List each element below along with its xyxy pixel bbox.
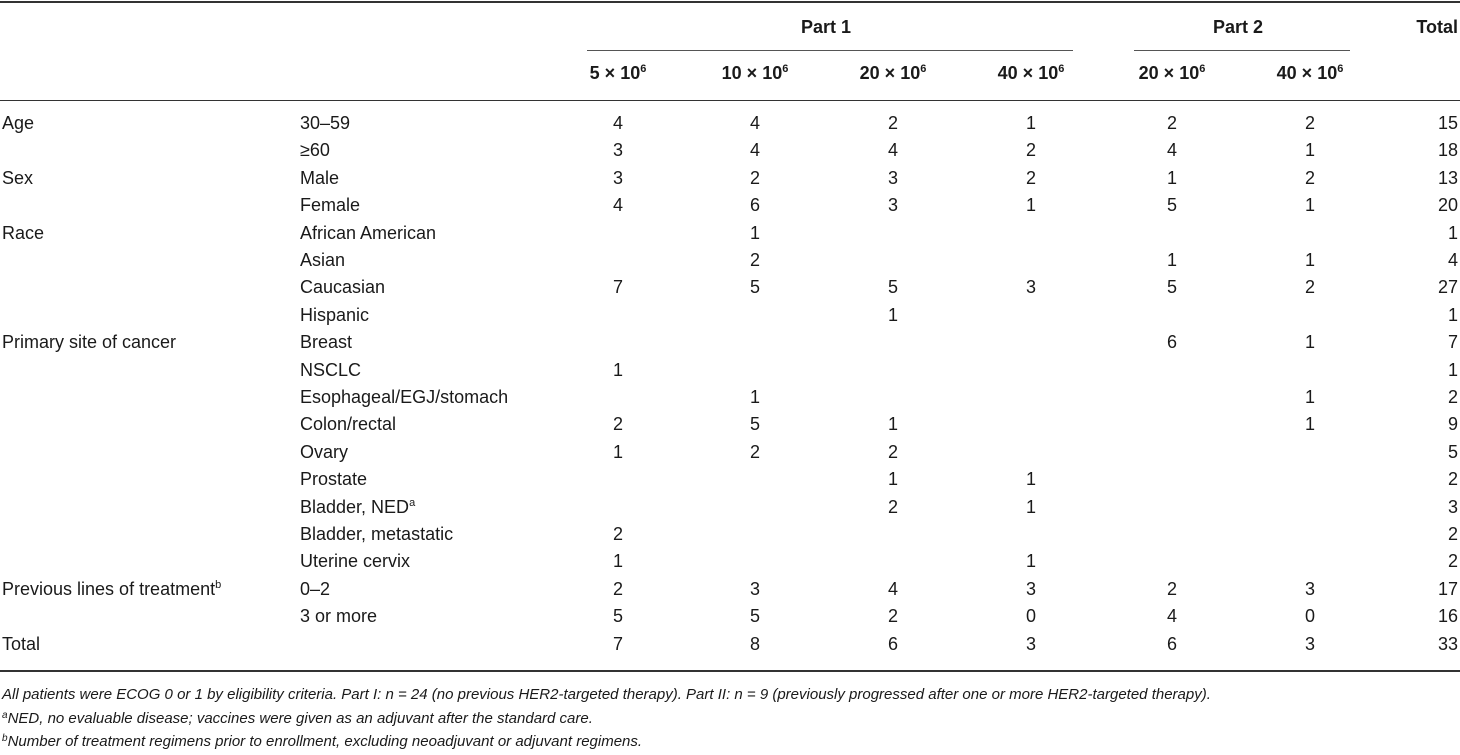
cell-total: 15 [1437,113,1458,133]
footnote: $^a$NED, no evaluable disease; vaccines were given as an adjuvant after the standard care. [2,709,593,727]
table-bottom-rule [0,670,1460,672]
cell-total: 2 [1447,551,1458,572]
cell-value: 1 [1025,113,1037,133]
cell-value: 1 [749,387,761,407]
cell-value: 2 [887,113,899,133]
cell-value: 2 [612,578,624,599]
dose-header: $20 \times 10^6$ [1138,63,1206,83]
cell-value: 3 [749,578,761,599]
cell-total: 2 [1447,469,1458,490]
row-category: Bladder, NED$^a$ [300,496,416,517]
cell-value: 4 [887,140,899,161]
cell-total: 1 [1447,222,1458,243]
row-category: Female [300,195,361,216]
row-category: Caucasian [300,277,386,298]
cell-value: 1 [1166,167,1178,188]
row-category: Bladder, metastatic [300,524,454,544]
cell-value: 4 [612,195,624,216]
cell-value: 2 [887,606,899,627]
cell-value: 0 [1304,606,1316,627]
cell-value: 1 [1304,387,1316,407]
table-footnotes [2,684,1458,755]
table-row [0,113,1460,140]
cell-value: 6 [887,633,899,654]
cell-value: 1 [1025,469,1037,490]
cell-total: 18 [1437,140,1458,161]
cell-value: 1 [612,551,624,572]
row-category: African American [300,222,437,243]
row-category: ≥60 [300,140,330,161]
cell-value: 5 [887,277,899,298]
cell-total: 3 [1447,496,1458,517]
cell-total: 27 [1437,277,1458,298]
table-row [0,524,1460,551]
cell-value: 1 [1304,332,1316,353]
table-top-rule [0,1,1460,3]
cell-value: 6 [1166,633,1178,654]
cell-value: 2 [749,167,761,188]
cell-value: 2 [749,441,761,462]
cell-value: 1 [1304,195,1316,216]
group-underline-part1 [587,50,1073,51]
group-underline-part2 [1134,50,1350,51]
cell-value: 2 [1304,113,1316,133]
cell-value: 1 [612,359,624,380]
cell-value: 5 [749,606,761,627]
row-label: Sex [2,167,34,188]
row-category: Hispanic [300,304,370,325]
group-header-part1: Part 1 [801,17,852,37]
cell-value: 5 [749,277,761,298]
table-row [0,360,1460,387]
table-row [0,414,1460,441]
cell-value: 2 [1304,167,1316,188]
cell-value: 2 [1304,277,1316,298]
table-row [0,332,1460,359]
cell-value: 4 [887,578,899,599]
row-label: Total [2,633,41,654]
cell-value: 6 [749,195,761,216]
cell-total: 13 [1437,167,1458,188]
group-header-total: Total [1416,17,1458,37]
row-label: Primary site of cancer [2,332,177,353]
cell-value: 1 [1025,195,1037,216]
cell-value: 1 [749,222,761,243]
cell-value: 7 [612,633,624,654]
cell-value: 2 [1166,113,1178,133]
row-category: Breast [300,332,353,353]
row-category: 0–2 [300,578,331,599]
cell-value: 7 [612,277,624,298]
cell-value: 1 [1025,496,1037,517]
cell-value: 6 [1166,332,1178,353]
row-category: NSCLC [300,359,362,380]
row-label: Age [2,113,35,133]
cell-value: 3 [1304,578,1316,599]
table-row [0,634,1460,661]
table-row [0,497,1460,524]
cell-value: 1 [612,441,624,462]
cell-value: 1 [1025,551,1037,572]
row-category: Uterine cervix [300,551,411,572]
cell-value: 4 [612,113,624,133]
table-row [0,305,1460,332]
cell-value: 2 [612,414,624,435]
cell-value: 5 [1166,195,1178,216]
cell-total: 4 [1447,250,1458,270]
row-label: Previous lines of treatment$^b$ [2,578,222,599]
dose-header: $5 \times 10^6$ [589,63,647,83]
table-row [0,250,1460,277]
cell-value: 8 [749,633,761,654]
table-row [0,442,1460,469]
table-row [0,579,1460,606]
cell-value: 4 [749,140,761,161]
table-row [0,168,1460,195]
cell-total: 1 [1447,304,1458,325]
cell-value: 3 [612,167,624,188]
cell-total: 2 [1447,524,1458,544]
table-row [0,387,1460,414]
table-row [0,469,1460,496]
row-label: Race [2,222,45,243]
row-category: Prostate [300,469,368,490]
row-category: Asian [300,250,346,270]
cell-value: 3 [887,167,899,188]
cell-total: 7 [1447,332,1458,353]
cell-total: 16 [1437,606,1458,627]
cell-value: 5 [612,606,624,627]
footnote: $^b$Number of treatment regimens prior to enrollment, excluding neoadjuvant or adjuvant regimens. [2,733,643,750]
cell-value: 2 [1025,167,1037,188]
table-row [0,195,1460,222]
table-row [0,140,1460,167]
cell-value: 3 [1025,277,1037,298]
cell-value: 2 [1025,140,1037,161]
cell-value: 3 [612,140,624,161]
row-category: Colon/rectal [300,414,397,435]
cell-total: 9 [1447,414,1458,435]
cell-total: 5 [1447,441,1458,462]
row-category: Male [300,167,340,188]
row-category: Ovary [300,441,349,462]
dose-header: $10 \times 10^6$ [721,63,789,83]
cell-value: 1 [887,469,899,490]
cell-value: 1 [887,304,899,325]
dose-header: $40 \times 10^6$ [997,63,1065,83]
cell-value: 5 [1166,277,1178,298]
cell-value: 1 [1304,140,1316,161]
cell-value: 3 [1025,578,1037,599]
dose-header: $40 \times 10^6$ [1276,63,1344,83]
cell-value: 0 [1025,606,1037,627]
cell-value: 4 [1166,140,1178,161]
cell-value: 2 [612,524,624,544]
dose-header: $20 \times 10^6$ [859,63,927,83]
cell-total: 20 [1437,195,1458,216]
table-row [0,223,1460,250]
row-category: Esophageal/EGJ/stomach [300,387,509,407]
cell-value: 3 [1304,633,1316,654]
cell-total: 1 [1447,359,1458,380]
cell-total: 33 [1437,633,1458,654]
cell-total: 2 [1447,387,1458,407]
cell-value: 4 [1166,606,1178,627]
cell-value: 1 [1166,250,1178,270]
cell-value: 3 [1025,633,1037,654]
cell-value: 3 [887,195,899,216]
cell-total: 17 [1437,578,1458,599]
row-category: 30–59 [300,113,351,133]
cell-value: 4 [749,113,761,133]
cell-value: 2 [887,441,899,462]
table-row [0,277,1460,304]
group-header-part2: Part 2 [1213,17,1264,37]
cell-value: 2 [887,496,899,517]
cell-value: 2 [749,250,761,270]
footnote: All patients were ECOG 0 or 1 by eligibility criteria. Part I: n = 24 (no previous HER2-targeted therapy). Part II: n = 9 (previously progressed after one or more HER2-targeted therapy). [2,686,1211,703]
table-row [0,606,1460,633]
table-row [0,551,1460,578]
cell-value: 1 [887,414,899,435]
cell-value: 5 [749,414,761,435]
cell-value: 1 [1304,414,1316,435]
row-category: 3 or more [300,606,378,627]
cell-value: 2 [1166,578,1178,599]
header-bottom-rule [0,100,1460,101]
cell-value: 1 [1304,250,1316,270]
